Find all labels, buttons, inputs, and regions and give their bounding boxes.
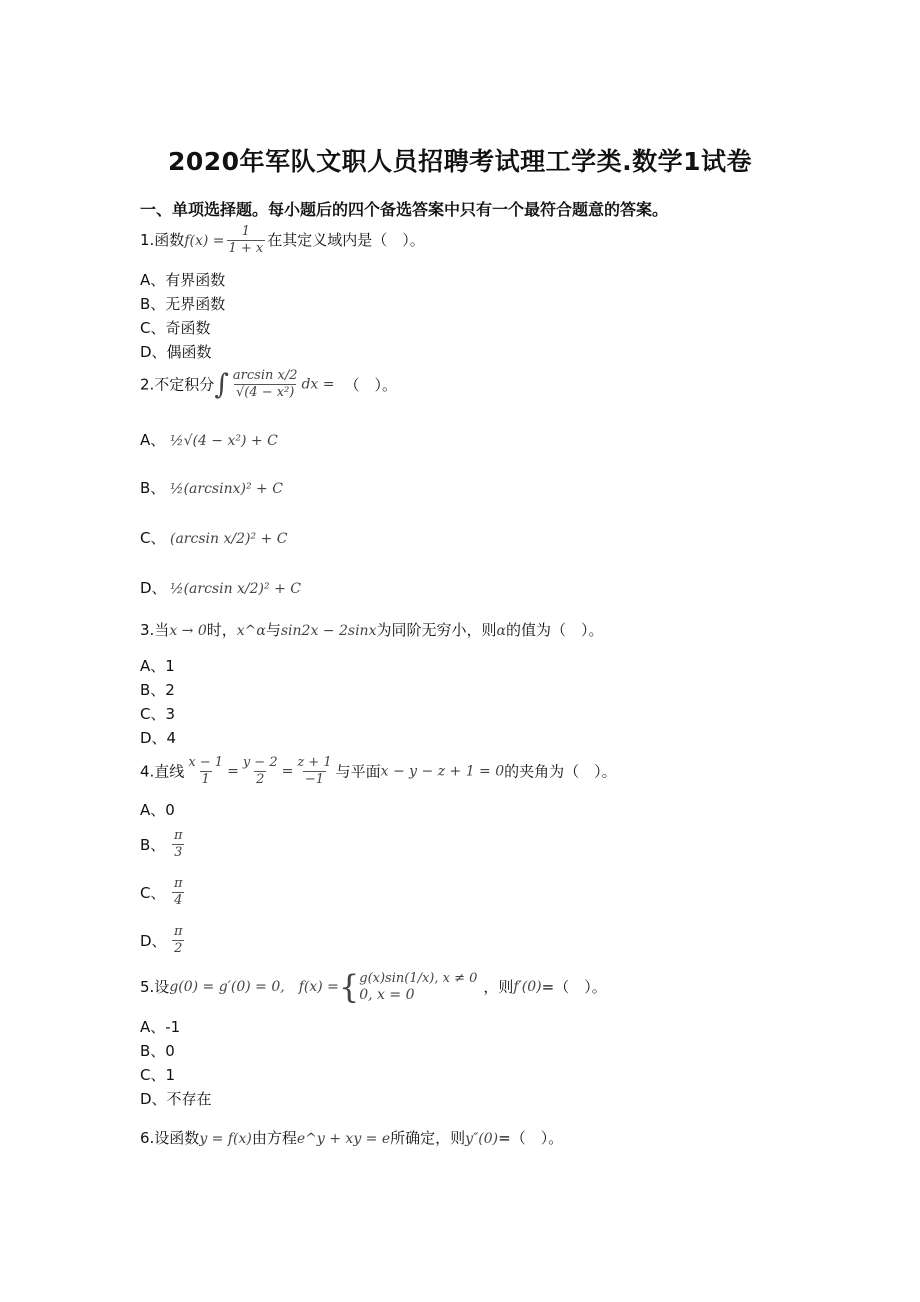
q3-limit: x → 0 (169, 623, 207, 639)
q5-brace: { (338, 968, 360, 1006)
q4-option-d-fraction (172, 924, 185, 957)
q3-option-d: D、4 (140, 729, 177, 747)
question-1 (140, 224, 425, 257)
q3-text-4: 的值为（ ）。 (505, 621, 604, 639)
q6-yprime: y″(0) (465, 1131, 499, 1147)
q5-fx: f(x) = (298, 979, 339, 995)
q5-condition: g(0) = g′(0) = 0, (169, 979, 285, 995)
q4-option-b-label: B、 (140, 835, 166, 854)
q4-option-c-den: 4 (174, 893, 183, 908)
q1-suffix: 在其定义域内是（ ）。 (267, 231, 425, 249)
question-3 (140, 620, 603, 641)
section-heading: 一、单项选择题。每小题后的四个备选答案中只有一个最符合题意的答案。 (140, 200, 669, 219)
integral-sign: ∫ (214, 367, 229, 401)
q4-den-1: 1 (201, 772, 210, 787)
q1-option-c: C、奇函数 (140, 319, 211, 337)
q4-text-1: 与平面 (335, 762, 381, 781)
q4-option-b-den: 3 (174, 845, 183, 860)
q2-option-c-expr: (arcsin x/2)² + C (170, 531, 288, 547)
q4-option-d-num: π (174, 924, 183, 939)
q6-prefix: 6.设函数 (140, 1129, 200, 1147)
q2-option-a (140, 430, 278, 451)
q5-case-1: g(x)sin(1/x), x ≠ 0 (359, 971, 478, 986)
q5-text-2: =（ ）。 (541, 978, 607, 996)
q6-text-1: 由方程 (251, 1129, 297, 1147)
q6-text-3: =（ ）。 (498, 1129, 564, 1147)
q1-option-d: D、偶函数 (140, 343, 212, 361)
question-2 (140, 368, 397, 401)
q2-option-a-label: A、 (140, 431, 166, 449)
q1-fraction (227, 224, 266, 257)
q5-option-d: D、不存在 (140, 1090, 212, 1108)
q2-option-d-expr: ½(arcsin x/2)² + C (170, 581, 301, 597)
q5-cases (359, 970, 477, 1004)
q4-eq-2: = (281, 763, 294, 780)
q3-text-2: 与 (265, 621, 281, 639)
q2-option-d (140, 578, 301, 599)
q3-x-alpha: x^α (236, 623, 266, 639)
q2-option-a-expr: ½√(4 − x²) + C (170, 433, 278, 449)
q4-den-2: 2 (256, 772, 265, 787)
q3-prefix: 3.当 (140, 621, 170, 639)
q4-den-3: −1 (304, 772, 325, 787)
page-title: 2020年军队文职人员招聘考试理工学类.数学1试卷 (168, 147, 752, 176)
q3-text-3: 为同阶无穷小，则 (376, 621, 497, 639)
q4-text-2: 的夹角为（ ）。 (504, 762, 617, 781)
q2-dx: dx = (301, 376, 335, 393)
q4-option-c (140, 876, 187, 909)
q4-num-1: x − 1 (188, 755, 224, 770)
q2-option-b-label: B、 (140, 479, 166, 497)
q5-option-b: B、0 (140, 1042, 175, 1060)
q4-fraction-3 (295, 755, 333, 788)
q1-option-a: A、有界函数 (140, 271, 226, 289)
q4-option-a: A、0 (140, 801, 175, 819)
q1-prefix: 1.函数 (140, 231, 185, 249)
q2-option-b-expr: ½(arcsinx)² + C (170, 481, 283, 497)
q4-option-b-num: π (174, 828, 183, 843)
q4-option-d-label: D、 (140, 931, 167, 950)
q4-option-d (140, 924, 187, 957)
q3-expr: sin2x − 2sinx (280, 623, 377, 639)
question-4 (140, 755, 617, 788)
q1-option-b: B、无界函数 (140, 295, 226, 313)
q6-text-2: 所确定，则 (390, 1129, 466, 1147)
q4-option-c-fraction (172, 876, 185, 909)
q3-option-b: B、2 (140, 681, 175, 699)
q4-option-c-label: C、 (140, 883, 166, 902)
q3-option-c: C、3 (140, 705, 176, 723)
q4-option-c-num: π (174, 876, 183, 891)
q4-prefix: 4.直线 (140, 762, 185, 781)
q2-den: √(4 − x²) (235, 385, 295, 400)
q3-alpha: α (496, 623, 506, 639)
q2-option-d-label: D、 (140, 579, 167, 597)
q2-prefix: 2.不定积分 (140, 375, 215, 394)
q5-prefix: 5.设 (140, 978, 170, 996)
question-6 (140, 1128, 563, 1149)
q6-equation: e^y + xy = e (296, 1131, 391, 1147)
q2-option-b (140, 478, 283, 499)
q2-suffix: （ ）。 (344, 375, 398, 394)
q4-num-3: z + 1 (297, 755, 332, 770)
q4-fraction-2 (241, 755, 280, 788)
q4-option-d-den: 2 (174, 941, 183, 956)
question-5 (140, 970, 607, 1004)
q4-plane: x − y − z + 1 = 0 (380, 763, 505, 780)
q5-text-1: ，则 (483, 978, 514, 996)
q1-num: 1 (241, 224, 251, 239)
q2-num: arcsin x/2 (232, 368, 298, 383)
q1-fx: f(x) = (184, 233, 225, 249)
q5-case-2: 0, x = 0 (359, 987, 415, 1003)
q2-option-c-label: C、 (140, 529, 166, 547)
q4-option-b (140, 828, 187, 861)
q4-option-b-fraction (172, 828, 185, 861)
q6-yfx: y = f(x) (199, 1131, 252, 1147)
q4-num-2: y − 2 (242, 755, 278, 770)
q5-option-a: A、-1 (140, 1018, 181, 1036)
q1-den: 1 + x (228, 241, 264, 256)
q4-fraction-1 (186, 755, 225, 788)
q5-option-c: C、1 (140, 1066, 176, 1084)
q4-eq-1: = (227, 763, 239, 780)
q2-fraction (231, 368, 300, 401)
q3-option-a: A、1 (140, 657, 175, 675)
q5-fprime: f′(0) (513, 979, 542, 995)
q3-text-1: 时， (206, 621, 237, 639)
q2-option-c (140, 528, 287, 549)
